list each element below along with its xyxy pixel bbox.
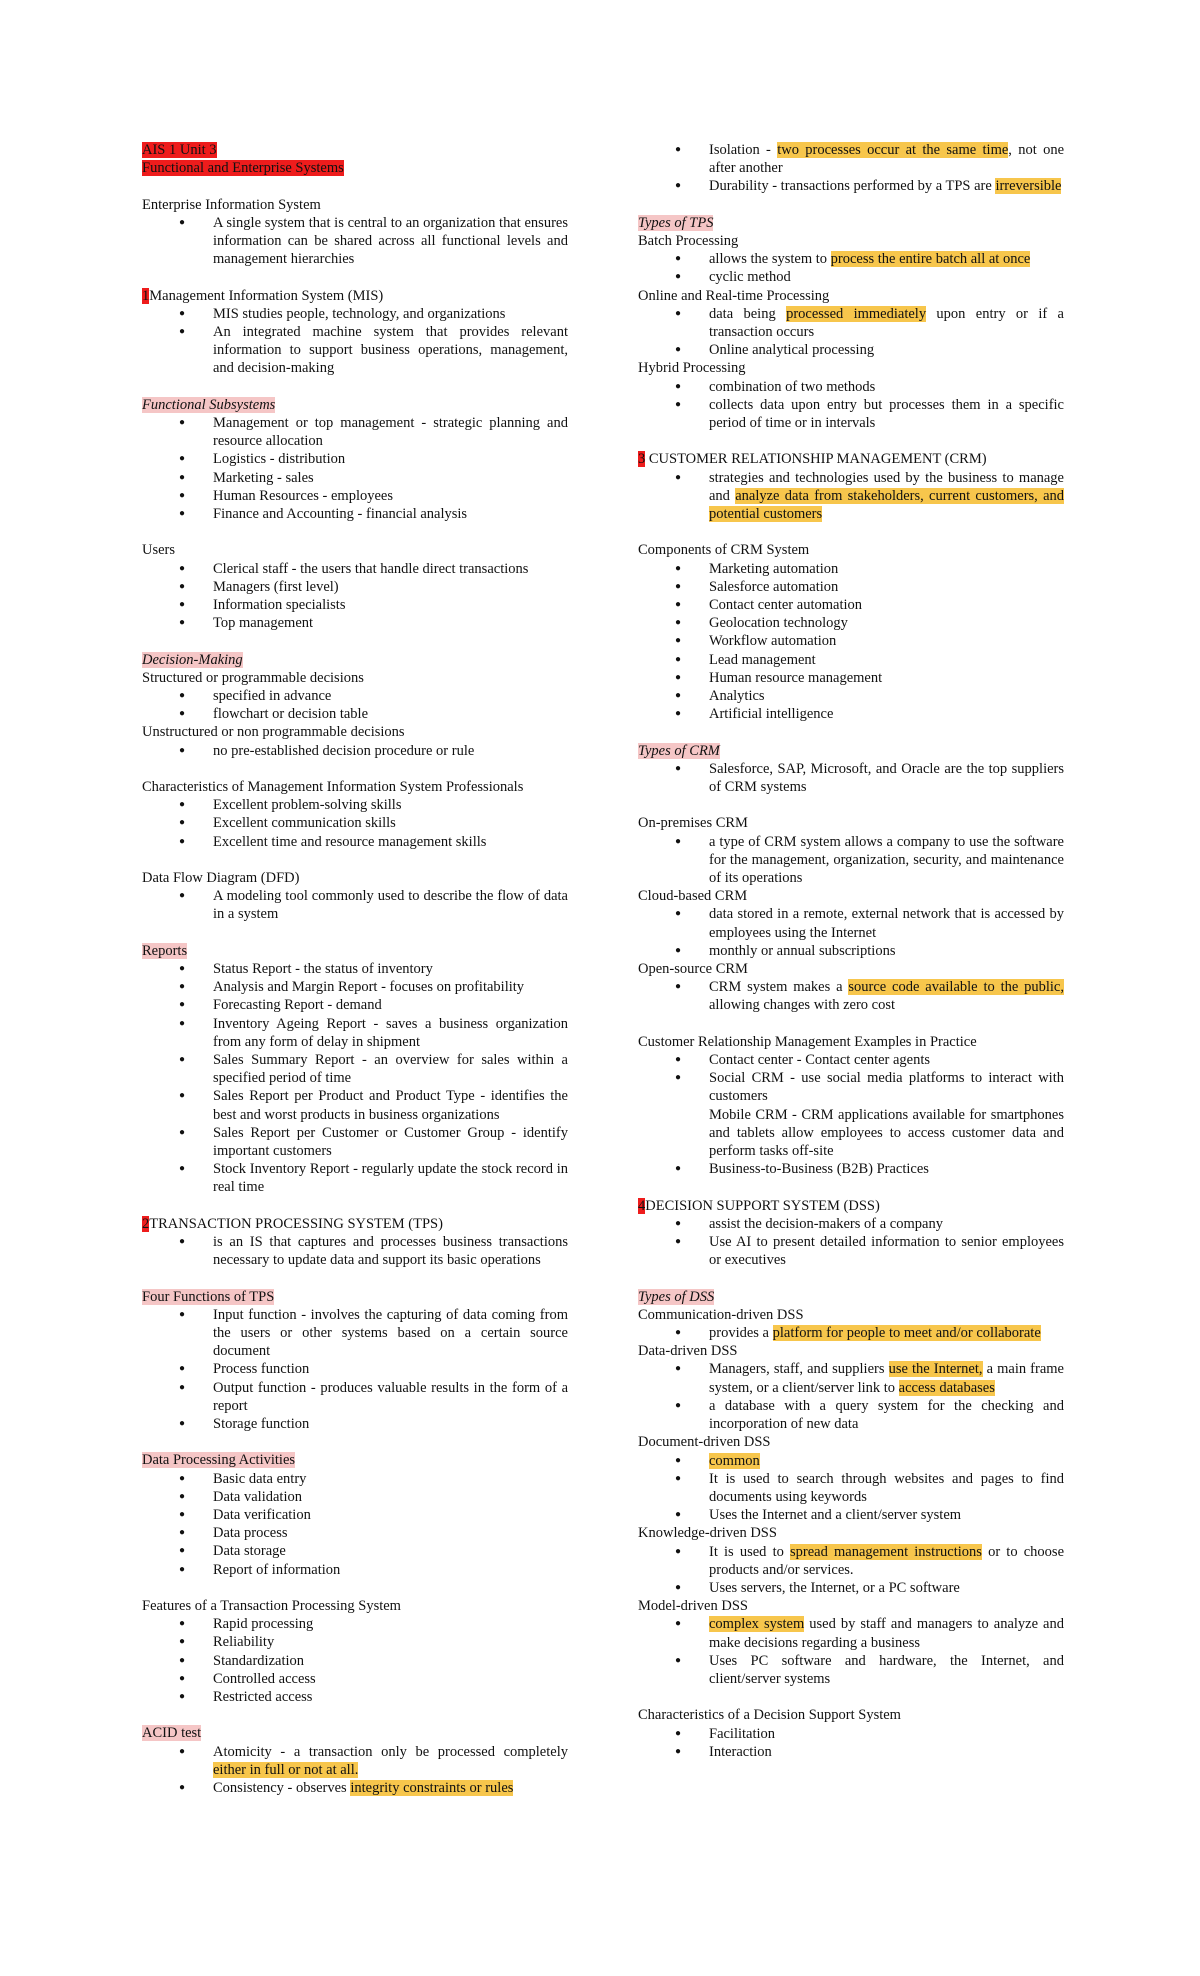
list-item: ● Isolation - two processes occur at the same time, not one after another xyxy=(638,141,1064,177)
eis-heading: Enterprise Information System xyxy=(142,196,321,213)
section-label: ACID test xyxy=(142,1725,202,1742)
subheading: Unstructured or non programmable decisions xyxy=(142,724,405,741)
section-label: Functional Subsystems xyxy=(142,396,276,413)
subheading: Model-driven DSS xyxy=(638,1598,748,1615)
subheading: On-premises CRM xyxy=(638,815,748,832)
list-item: ● Excellent communication skills xyxy=(142,814,568,832)
list-item: ● Data validation xyxy=(142,1488,568,1506)
highlight: access databases xyxy=(898,1379,995,1396)
list-item: ● Analytics xyxy=(638,687,1064,705)
list-item: ● collects data upon entry but processes them in a specific period of time or in intervals xyxy=(638,396,1064,432)
list-item: ● Excellent time and resource management skills xyxy=(142,833,568,851)
list-item: ● Salesforce automation xyxy=(638,578,1064,596)
list-item: ● data being processed immediately upon entry or if a transaction occurs xyxy=(638,305,1064,341)
list-item: ● An integrated machine system that provides relevant information to support business operations, management, and decision-making xyxy=(142,323,568,378)
list-item: ● MIS studies people, technology, and organizations xyxy=(142,305,568,323)
highlight: platform for people to meet and/or collaborate xyxy=(772,1325,1041,1342)
section-label: Data Processing Activities xyxy=(142,1452,296,1469)
list-item: Mobile CRM - CRM applications available for smartphones and tablets allow employees to access customer data and perform tasks off-site xyxy=(709,1106,1064,1160)
highlight: two processes occur at the same time xyxy=(777,142,1009,158)
subheading: Cloud-based CRM xyxy=(638,888,748,905)
list-item: ● Online analytical processing xyxy=(638,341,1064,359)
list-item: ● Storage function xyxy=(142,1415,568,1433)
list-item: ● Status Report - the status of inventory xyxy=(142,960,568,978)
subheading: Open-source CRM xyxy=(638,961,748,978)
features-heading: Features of a Transaction Processing System xyxy=(142,1598,401,1615)
section-label: Types of CRM xyxy=(638,742,720,759)
list-item: ● Restricted access xyxy=(142,1688,568,1706)
list-item: ● It is used to search through websites and pages to find documents using keywords xyxy=(638,1470,1064,1506)
list-item xyxy=(638,1452,1064,1470)
list-item: ● Uses servers, the Internet, or a PC software xyxy=(638,1579,1064,1597)
highlight: complex system xyxy=(709,1616,805,1633)
list-item: ● Excellent problem-solving skills xyxy=(142,796,568,814)
subheading: Knowledge-driven DSS xyxy=(638,1525,777,1542)
list-item: ● Managers (first level) xyxy=(142,578,568,596)
list-item: ● Sales Summary Report - an overview for sales within a specified period of time xyxy=(142,1051,568,1087)
list-item: ● Information specialists xyxy=(142,596,568,614)
list-item: ● It is used to spread management instructions or to choose products and/or services. xyxy=(638,1543,1064,1579)
list-item: ● no pre-established decision procedure or rule xyxy=(142,742,568,760)
list-item: ● Use AI to present detailed information to senior employees or executives xyxy=(638,1233,1064,1269)
list-item: ● Standardization xyxy=(142,1652,568,1670)
section-label: Types of DSS xyxy=(638,1288,715,1305)
dss-heading: 4DECISION SUPPORT SYSTEM (DSS) xyxy=(638,1197,880,1214)
list-item: ● Finance and Accounting - financial analysis xyxy=(142,505,568,523)
doc-subtitle: Functional and Enterprise Systems xyxy=(142,160,344,177)
list-item: ● A modeling tool commonly used to describe the flow of data in a system xyxy=(142,887,568,923)
list-item: ● Uses PC software and hardware, the Internet, and client/server systems xyxy=(638,1652,1064,1688)
subheading: Batch Processing xyxy=(638,233,739,249)
examples-heading: Customer Relationship Management Examples in Practice xyxy=(638,1033,977,1050)
subheading: Communication-driven DSS xyxy=(638,1306,804,1323)
list-item: ● flowchart or decision table xyxy=(142,705,568,723)
list-item: ● Lead management xyxy=(638,651,1064,669)
right-column xyxy=(638,141,1064,1761)
subheading: Online and Real-time Processing xyxy=(638,287,830,304)
list-item: ● Human resource management xyxy=(638,669,1064,687)
list-item: ● Data verification xyxy=(142,1506,568,1524)
dfd-heading: Data Flow Diagram (DFD) xyxy=(142,870,300,887)
left-column xyxy=(142,141,568,1797)
section-label: Types of TPS xyxy=(638,214,714,231)
list-item: ● data stored in a remote, external network that is accessed by employees using the Internet xyxy=(638,905,1064,941)
list-item: ● Data process xyxy=(142,1524,568,1542)
list-item: ● strategies and technologies used by the business to manage and analyze data from stakeholders, current customers, and potential customers xyxy=(638,469,1064,524)
list-item: ● Contact center - Contact center agents xyxy=(638,1051,1064,1069)
list-item: ● Analysis and Margin Report - focuses on profitability xyxy=(142,978,568,996)
list-item: ● Input function - involves the capturing of data coming from the users or other systems based on a certain source document xyxy=(142,1306,568,1361)
highlight: either in full or not at all. xyxy=(213,1761,359,1778)
highlight: source code available to the public, xyxy=(848,979,1064,996)
highlight: process the entire batch all at once xyxy=(830,251,1031,268)
list-item: ● Human Resources - employees xyxy=(142,487,568,505)
list-item: ● Geolocation technology xyxy=(638,614,1064,632)
list-item: ● A single system that is central to an organization that ensures information can be shared across all functional levels and management hierarchies xyxy=(142,214,568,269)
list-item: ● specified in advance xyxy=(142,687,568,705)
list-item: ● Forecasting Report - demand xyxy=(142,996,568,1014)
highlight: processed immediately xyxy=(786,305,927,322)
mis-heading: 1Management Information System (MIS) xyxy=(142,287,384,304)
list-item: ● Controlled access xyxy=(142,1670,568,1688)
list-item: ● Inventory Ageing Report - saves a business organization from any form of delay in shipment xyxy=(142,1015,568,1051)
list-item: ● Uses the Internet and a client/server system xyxy=(638,1506,1064,1524)
doc-title: AIS 1 Unit 3 xyxy=(142,142,217,158)
subheading: Structured or programmable decisions xyxy=(142,669,364,686)
subheading: Hybrid Processing xyxy=(638,360,746,377)
list-item: ● provides a platform for people to meet and/or collaborate xyxy=(638,1324,1064,1342)
subheading: Document-driven DSS xyxy=(638,1434,771,1451)
list-item: ● assist the decision-makers of a company xyxy=(638,1215,1064,1233)
list-item: ● Data storage xyxy=(142,1542,568,1560)
list-item: ● Basic data entry xyxy=(142,1470,568,1488)
list-item: ● Marketing automation xyxy=(638,560,1064,578)
list-item: ● Marketing - sales xyxy=(142,469,568,487)
list-item: ● cyclic method xyxy=(638,268,1064,286)
list-item: ● Management or top management - strategic planning and resource allocation xyxy=(142,414,568,450)
list-item: ● Salesforce, SAP, Microsoft, and Oracle are the top suppliers of CRM systems xyxy=(638,760,1064,796)
highlight: common xyxy=(709,1452,760,1469)
list-item: ● a database with a query system for the checking and incorporation of new data xyxy=(638,1397,1064,1433)
list-item: ● Consistency - observes integrity constraints or rules xyxy=(142,1779,568,1797)
dss-characteristics-heading: Characteristics of a Decision Support System xyxy=(638,1707,901,1724)
highlight: use the Internet, xyxy=(888,1361,983,1378)
list-item: ● CRM system makes a source code available to the public, allowing changes with zero cost xyxy=(638,978,1064,1014)
highlight: spread management instructions xyxy=(790,1543,982,1560)
list-item: ● allows the system to process the entire batch all at once xyxy=(638,250,1064,268)
section-label: Reports xyxy=(142,942,188,959)
list-item: ● Report of information xyxy=(142,1561,568,1579)
list-item: ● Artificial intelligence xyxy=(638,705,1064,723)
list-item: ● Rapid processing xyxy=(142,1615,568,1633)
list-item: ● monthly or annual subscriptions xyxy=(638,942,1064,960)
list-item: ● Process function xyxy=(142,1360,568,1378)
list-item: ● Top management xyxy=(142,614,568,632)
tps-heading: 2TRANSACTION PROCESSING SYSTEM (TPS) xyxy=(142,1215,443,1232)
list-item: ● Sales Report per Customer or Customer Group - identify important customers xyxy=(142,1124,568,1160)
list-item: ● Interaction xyxy=(638,1743,1064,1761)
highlight: integrity constraints or rules xyxy=(350,1780,514,1797)
list-item: ● a type of CRM system allows a company to use the software for the management, organization, security, and maintenance of its operations xyxy=(638,833,1064,888)
list-item: ● Clerical staff - the users that handle direct transactions xyxy=(142,560,568,578)
subheading: Data-driven DSS xyxy=(638,1343,738,1360)
crm-heading: 3 CUSTOMER RELATIONSHIP MANAGEMENT (CRM) xyxy=(638,451,987,468)
list-item: ● Social CRM - use social media platforms to interact with customers xyxy=(638,1069,1064,1105)
list-item: ● is an IS that captures and processes business transactions necessary to update data and support its basic operations xyxy=(142,1233,568,1269)
list-item: ● Atomicity - a transaction only be processed completely either in full or not at all. xyxy=(142,1743,568,1779)
users-heading: Users xyxy=(142,542,176,559)
list-item: ● complex system used by staff and managers to analyze and make decisions regarding a business xyxy=(638,1615,1064,1651)
components-heading: Components of CRM System xyxy=(638,542,810,559)
characteristics-heading: Characteristics of Management Information System Professionals xyxy=(142,779,524,796)
list-item: ● Durability - transactions performed by a TPS are irreversible xyxy=(638,177,1064,195)
list-item: ● Logistics - distribution xyxy=(142,450,568,468)
list-item: ● combination of two methods xyxy=(638,378,1064,396)
section-label: Decision-Making xyxy=(142,651,243,668)
list-item: ● Workflow automation xyxy=(638,632,1064,650)
list-item: ● Business-to-Business (B2B) Practices xyxy=(638,1160,1064,1178)
highlight: analyze data from stakeholders, current customers, and potential customers xyxy=(709,487,1065,523)
list-item: ● Contact center automation xyxy=(638,596,1064,614)
list-item: ● Sales Report per Product and Product Type - identifies the best and worst products in business organizations xyxy=(142,1087,568,1123)
list-item: ● Output function - produces valuable results in the form of a report xyxy=(142,1379,568,1415)
list-item: ● Managers, staff, and suppliers use the Internet, a main frame system, or a client/server link to access databases xyxy=(638,1360,1064,1396)
list-item: ● Stock Inventory Report - regularly update the stock record in real time xyxy=(142,1160,568,1196)
highlight: irreversible xyxy=(995,178,1062,195)
section-label: Four Functions of TPS xyxy=(142,1288,275,1305)
list-item: ● Facilitation xyxy=(638,1725,1064,1743)
list-item: ● Reliability xyxy=(142,1633,568,1651)
